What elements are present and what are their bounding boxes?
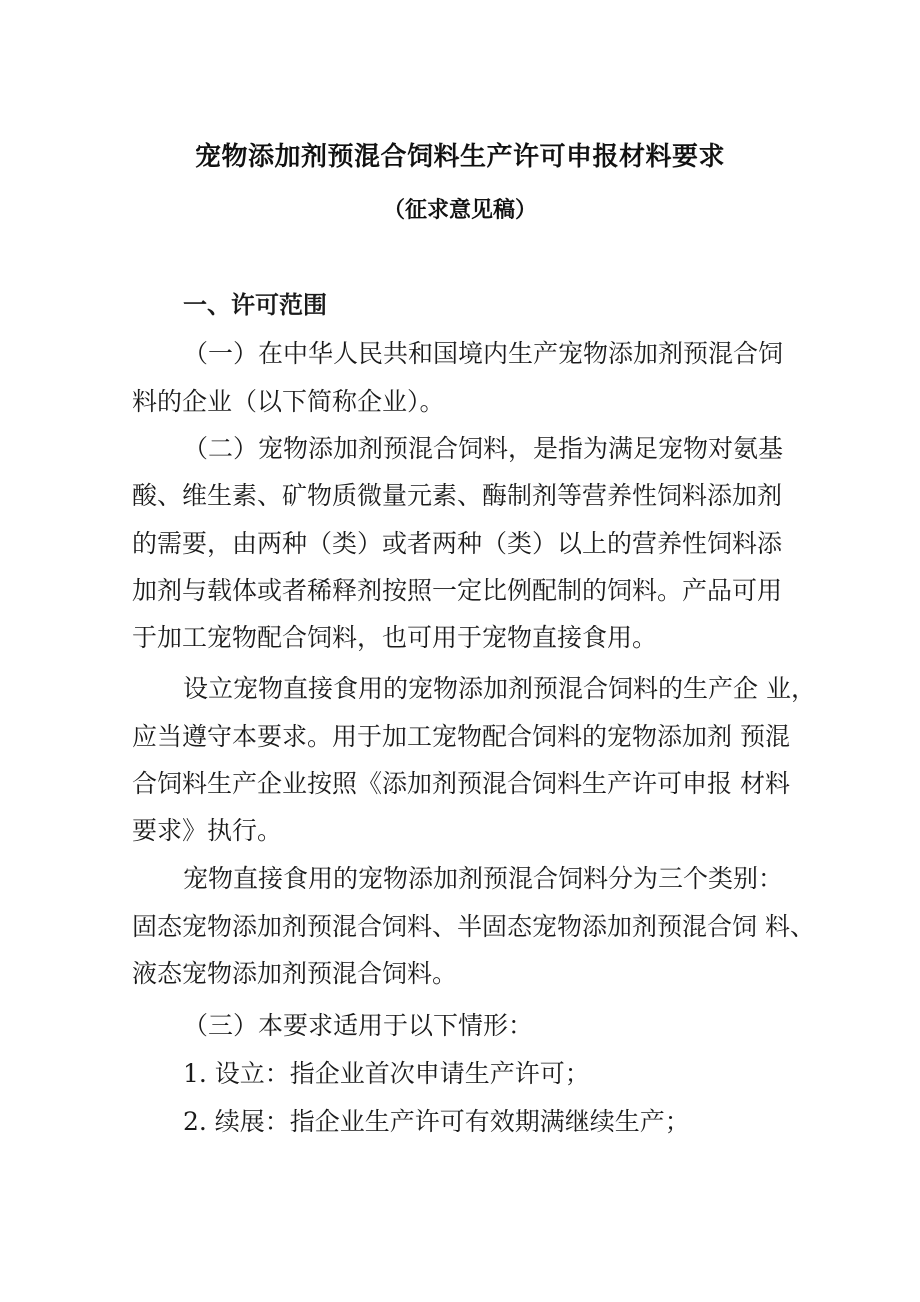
paragraph-line: 酸、维生素、矿物质微量元素、酶制剂等营养性饲料添加剂: [132, 481, 783, 510]
paragraph-line: 合饲料生产企业按照《添加剂预混合饲料生产许可申报 材料: [132, 769, 790, 798]
document-title: 宠物添加剂预混合饲料生产许可申报材料要求: [194, 142, 725, 172]
paragraph-line: （一）在中华人民共和国境内生产宠物添加剂预混合饲: [183, 339, 784, 368]
paragraph-line: 应当遵守本要求。用于加工宠物配合饲料的宠物添加剂 预混: [132, 722, 790, 751]
paragraph-line: 宠物直接食用的宠物添加剂预混合饲料分为三个类别：: [183, 864, 784, 893]
paragraph-line: 固态宠物添加剂预混合饲料、半固态宠物添加剂预混合饲 料、: [132, 912, 815, 941]
paragraph-line: 液态宠物添加剂预混合饲料。: [132, 959, 458, 988]
paragraph-line: 于加工宠物配合饲料，也可用于宠物直接食用。: [132, 623, 658, 652]
list-item: 2. 续展：指企业生产许可有效期满继续生产；: [183, 1107, 690, 1136]
paragraph-line: （二）宠物添加剂预混合饲料，是指为满足宠物对氨基: [183, 434, 784, 463]
paragraph-line: 加剂与载体或者稀释剂按照一定比例配制的饲料。产品可用: [132, 576, 783, 605]
paragraph-line: 要求》执行。: [132, 816, 283, 845]
paragraph-line: 设立宠物直接食用的宠物添加剂预混合饲料的生产企 业，: [183, 674, 816, 703]
paragraph-line: 的需要，由两种（类）或者两种（类）以上的营养性饲料添: [132, 529, 783, 558]
document-subtitle: （征求意见稿）: [382, 198, 537, 223]
list-item: 1. 设立：指企业首次申请生产许可；: [183, 1059, 590, 1088]
section-heading-scope: 一、许可范围: [183, 291, 327, 319]
paragraph-line: （三）本要求适用于以下情形：: [183, 1011, 534, 1040]
paragraph-line: 料的企业（以下简称企业）。: [132, 387, 445, 416]
